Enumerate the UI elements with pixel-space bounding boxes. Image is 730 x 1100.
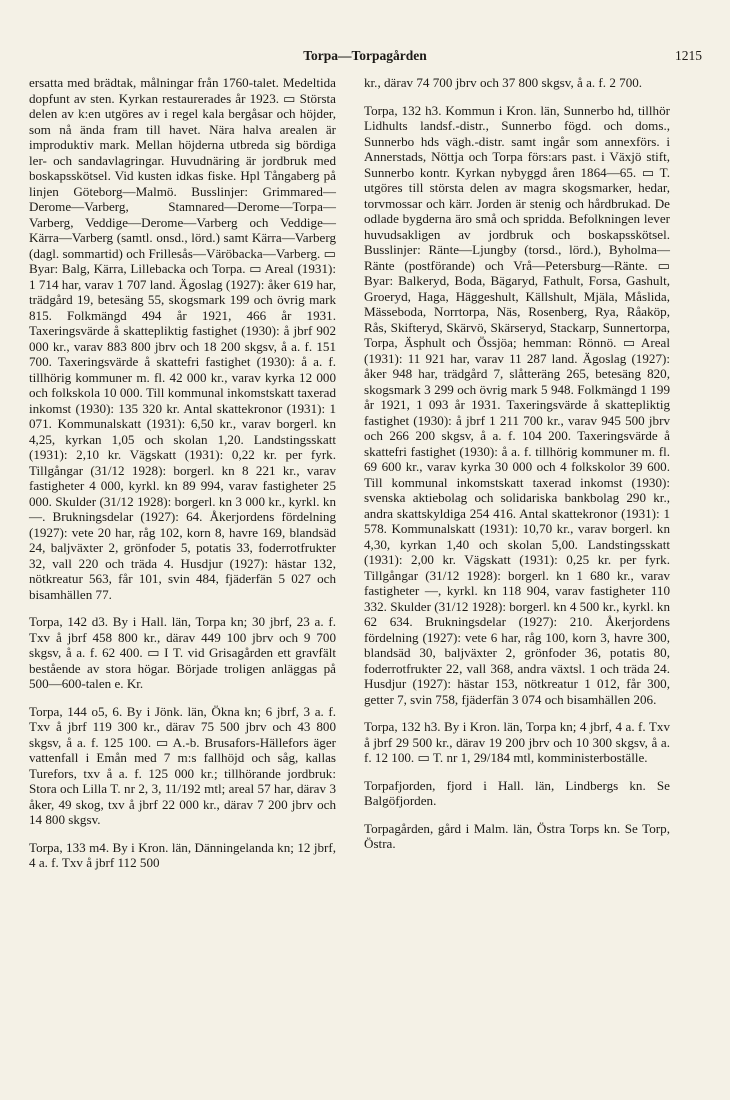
left-column <box>29 75 336 883</box>
entry-torpagarden: Torpagården, gård i Malm. län, Östra Torps kn. Se Torp, Östra. <box>364 820 670 851</box>
entry-torpa-kommun: Torpa, 132 h3. Kommun i Kron. län, Sunnerbo hd, tillhör Lidhults landsf.-distr., Sunnerbo fögd. och doms., Sunnerbo hds vägh.-distr. samt ingår som annexförs. i Annerstads, Nöttja och Torpa förs:ars past. i Växjö stift, Sunnerbo kontr. Kyrkan nybyggd åren 1864—65. ▭ T. utgöres till största delen av magra skogsmarker, hedar, torvmossar och kärr. Jorden är stenig och hårdbrukad. De odlade bygderna äro små och spridda. Befolkningen lever huvudsakligen av jordbruk och boskapsskötsel. Busslinjer: Ränte—Ljungby (torsd., lörd.), Byholma—Ränte (postförande) och Vrå—Petersburg—Ränte. ▭ Byar: Balkeryd, Boda, Bägaryd, Fathult, Forsa, Gashult, Groeryd, Haga, Häggeshult, Källshult, Mjäla, Måslida, Mässeboda, Norrtorpa, Näs, Rosenberg, Rya, Råaköp, Rås, Skifteryd, Skärvö, Skärseryd, Stackarp, Sunnertorpa, Torpa, Äsphult och Össjöa; hemman: Rönnö. ▭ Areal (1931): 11 921 har, varav 11 287 land. Ägoslag (1927): åker 948 har, trädgård 7, slåtteräng 265, betesäng 820, skogsmark 3 299 och övrig mark 5 948. Folkmängd 1 199 år 1921, 1 093 år 1931. Taxeringsvärde å skattepliktig fastighet (1930): å jbrf 1 211 700 kr., varav 945 500 jbrv och 266 200 skgsv, å a. f. 104 200. Taxeringsvärde å skattefri fastighet (1930): å a. f. tillhörig kommuner m. fl. 69 600 kr., varav kyrka 30 000 och 4 folkskolor 39 600. Till kommunal inkomstskatt taxerad inkomst (1930): svenska aktiebolag och solidariska bankbolag 290 kr., andra skattskyldiga 254 416. Antal skattekronor (1931): 1 578. Kommunalskatt (1931): 10,70 kr., varav borgerl. kn 4,30, kyrkan 1,40 och skolan 5,00. Landstingsskatt (1931): 2,00 kr. Vägskatt (1931): 0,25 kr. per fyrk. Tillgångar (31/12 1928): borgerl. kn 1 680 kr., varav fastigheter —, kyrkl. kn 118 904, varav fastigheter 110 332. Skulder (31/12 1928): borgerl. kn 4 500 kr., kyrkl. kn 62 634. Brukningsdelar (1927): 210. Åkerjordens fördelning (1927): vete 6 har, råg 100, korn 3, havre 300, blandsäd 30, baljväxter 2, grönfoder 36, potatis 80, foderrotfrukter 22, vall 368, andra växtsl. 1 och träda 24. Husdjur (1927): hästar 153, nötkreatur 1 012, får 300, getter 7, svin 758, fjäderfän 3 074 och bisamhällen 206. <box>364 102 670 707</box>
entry-paragraph: ersatta med brädtak, målningar från 1760-talet. Medeltida dopfunt av sten. Kyrkan restaurerades år 1923. ▭ Största delen av k:en utgöres av i regel kala bergåsar och höjder, som nå ända fram till havet. Nära halva arealen är improduktiv mark. Mellan höjderna utbreda sig bördiga ler- och sandavlagringar. Huvudnäring är jordbruk med boskapsskötsel. Vid kusten idkas fiske. Hpl Tångaberg på linjen Göteborg—Malmö. Busslinjer: Grimmared—Derome—Varberg, Stamnared—Derome—Torpa—Varberg, Veddige—Derome—Varberg och Veddige—Kärra—Varberg (samtl. onsd., lörd.) samt Kärra—Varberg (dagl. sommartid) och Frillesås—Väröbacka—Varberg. ▭ Byar: Balg, Kärra, Lillebacka och Torpa. ▭ Areal (1931): 1 714 har, varav 1 707 land. Ägoslag (1927): åker 619 har, trädgård 19, betesäng 55, skogsmark 199 och övrig mark 815. Folkmängd 494 år 1921, 466 år 1931. Taxeringsvärde å skattepliktig fastighet (1930): å jbrf 902 000 kr., varav 883 800 jbrv och 18 200 skgsv, å a. f. 151 700. Taxeringsvärde å skattefri fastighet (1930): å a. f. tillhörig kommuner m. fl. 42 000 kr., varav kyrka 12 000 och folkskola 10 000. Till kommunal inkomstskatt taxerad inkomst (1930): 135 320 kr. Antal skattekronor (1931): 1 071. Kommunalskatt (1931): 6,50 kr., varav borgerl. kn 4,25, kyrkan 1,05 och skolan 1,20. Landstingsskatt (1931): 2,10 kr. Vägskatt (1931): 0,22 kr. per fyrk. Tillgångar (31/12 1928): borgerl. kn 8 221 kr., varav fastigheter 4 000, kyrkl. kn 89 994, varav fastigheter 25 000. Skulder (31/12 1928): borgerl. kn 3 000 kr., kyrkl. kn —. Brukningsdelar (1927): 64. Åkerjordens fördelning (1927): vete 20 har, råg 102, korn 8, havre 169, blandsäd 24, baljväxter 2, grönfoder 5, potatis 33, foderrotfrukter 32, vall 220 och träda 4. Husdjur (1927): hästar 132, nötkreatur 563, får 101, svin 484, fjäderfän 5 027 och bisamhällen 77. <box>29 75 336 602</box>
entry-torpa-kron-by-2: Torpa, 132 h3. By i Kron. län, Torpa kn; 4 jbrf, 4 a. f. Txv å jbrf 29 500 kr., därav 19 200 jbrv och 10 300 skgsv, å a. f. 12 100. ▭ T. nr 1, 29/184 mtl, komministerboställe. <box>364 719 670 765</box>
right-column <box>364 75 670 864</box>
entry-torpa-hall-by: Torpa, 142 d3. By i Hall. län, Torpa kn; 30 jbrf, 23 a. f. Txv å jbrf 458 800 kr., därav 449 100 jbrv och 9 700 skgsv, å a. f. 62 400. ▭ I T. vid Grisagården ett gravfält bestående av stora högar. Började troligen anläggas på 500—600-talen e. Kr. <box>29 614 336 691</box>
page-number: 1215 <box>675 48 702 63</box>
page-header <box>26 48 704 70</box>
running-title: Torpa—Torpagården <box>303 48 427 63</box>
entry-torpafjorden: Torpafjorden, fjord i Hall. län, Lindbergs kn. Se Balgöfjorden. <box>364 777 670 808</box>
entry-torpa-jonk-by: Torpa, 144 o5, 6. By i Jönk. län, Ökna kn; 6 jbrf, 3 a. f. Txv å jbrf 119 300 kr., därav 75 500 jbrv och 43 800 skgsv, å a. f. 125 100. ▭ A.-b. Brusafors-Hällefors äger vattenfall i Emån med 7 m:s fallhöjd och såg, kallas Turefors, txv å a. f. 125 000 kr.; tillhörande jordbruk: Stora och Lilla T. nr 2, 3, 11/192 mtl; areal 57 har, därav 3 åker, 49 skog, txv å jbrf 22 000 kr., därav 7 200 jbrv och 14 800 skgsv. <box>29 703 336 827</box>
entry-torpa-kron-by: Torpa, 133 m4. By i Kron. län, Dänningelanda kn; 12 jbrf, 4 a. f. Txv å jbrf 112 500 <box>29 839 336 870</box>
entry-continuation: kr., därav 74 700 jbrv och 37 800 skgsv, å a. f. 2 700. <box>364 75 643 90</box>
